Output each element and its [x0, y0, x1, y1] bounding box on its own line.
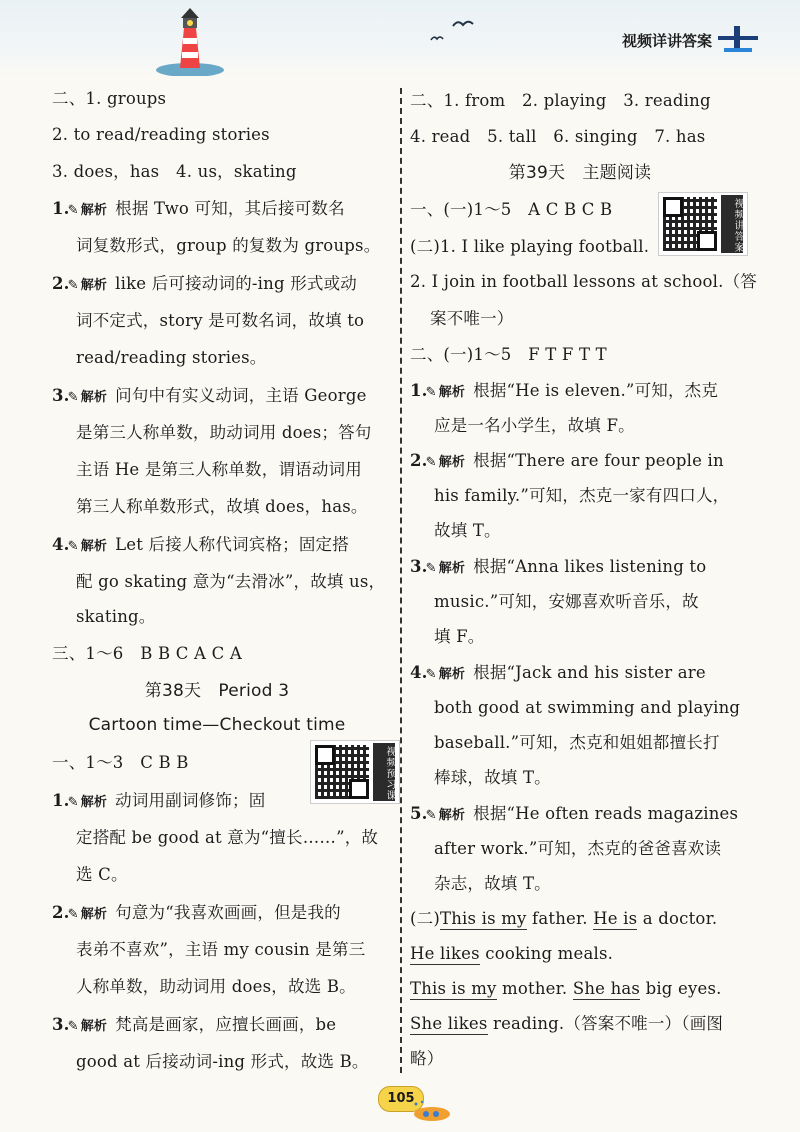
leaf-icon: ✎ [67, 907, 79, 922]
leaf-icon: ✎ [67, 795, 79, 810]
leaf-icon: ✎ [425, 385, 437, 400]
underlined-phrase: She likes [410, 1014, 488, 1033]
section-title: 第39天 主题阅读 [508, 163, 652, 183]
qr-pattern [315, 745, 369, 799]
analysis-line [410, 556, 706, 580]
submarine-icon [408, 1100, 452, 1122]
analysis-tag: 解析 [80, 390, 108, 405]
bird-icon [452, 18, 474, 30]
answer-line: 3. does，has 4. us，skating [52, 162, 297, 181]
analysis-tag: 解析 [438, 455, 466, 470]
analysis-line: 第三人称单数形式，故填 does，has。 [76, 497, 368, 516]
item-number: 4. [52, 535, 70, 554]
analysis-line: 是第三人称单数，助动词用 does；答句 [76, 423, 372, 442]
sample-writing-line [410, 943, 613, 965]
writing-text: cooking meals. [485, 944, 614, 963]
analysis-line: music.”可知，安娜喜欢听音乐，故 [434, 592, 699, 611]
analysis-text: 问句中有实义动词，主语 George [115, 386, 367, 405]
analysis-tag: 解析 [80, 795, 108, 810]
analysis-line: 故填 T。 [434, 521, 501, 540]
leaf-icon: ✎ [67, 390, 79, 405]
item-number: 2. [52, 903, 70, 922]
answer-line: 2. to read/reading stories [52, 125, 270, 144]
analysis-tag: 解析 [438, 808, 466, 823]
analysis-line [52, 198, 345, 222]
analysis-tag: 解析 [438, 667, 466, 682]
analysis-line [52, 385, 367, 409]
sample-writing-line [410, 1013, 723, 1035]
writing-text: mother. [502, 979, 568, 998]
analysis-tag: 解析 [80, 539, 108, 554]
bird-icon [430, 34, 444, 42]
analysis-line [52, 902, 341, 926]
analysis-line: 填 F。 [434, 627, 485, 646]
item-number: 4. [410, 663, 428, 682]
item-number: 2. [52, 274, 70, 293]
item-number: 2. [410, 451, 428, 470]
analysis-line: his family.”可知，杰克一家有四口人， [434, 486, 730, 505]
analysis-line: 定搭配 be good at 意为“擅长……”，故 [76, 828, 379, 847]
analysis-line: after work.”可知，杰克的爸爸喜欢读 [434, 839, 722, 858]
page-number: 105 [378, 1086, 424, 1112]
leaf-icon: ✎ [425, 561, 437, 576]
answer-line: 一、(一)1～5 A C B C B [410, 200, 613, 219]
analysis-line [410, 380, 718, 404]
underlined-phrase: He is [593, 909, 638, 928]
logo-icon [716, 24, 760, 54]
answer-line: 二、(一)1～5 F T F T T [410, 345, 607, 364]
analysis-line [52, 273, 357, 297]
analysis-line: both good at swimming and playing [434, 698, 741, 717]
qr-label: 视频讲答案 [721, 195, 743, 253]
analysis-text: like 后可接动词的-ing 形式或动 [115, 274, 357, 293]
leaf-icon: ✎ [67, 1019, 79, 1034]
writing-text: reading.（答案不唯一）（画图 [492, 1014, 724, 1033]
item-number: 1. [410, 381, 428, 400]
sub-question-label: (二) [410, 909, 440, 928]
item-number: 1. [52, 199, 70, 218]
analysis-line: 人称单数，助动词用 does，故选 B。 [76, 977, 356, 996]
answer-line: 一、1～3 C B B [52, 753, 189, 772]
analysis-tag: 解析 [80, 907, 108, 922]
analysis-line: 配 go skating 意为“去滑冰”，故填 us， [76, 572, 386, 591]
section-title: 第38天 Period 3 [144, 681, 290, 701]
analysis-text: 根据 Two 可知，其后接可数名 [115, 199, 345, 218]
answer-line: 2. I join in football lessons at school.（答 [410, 272, 757, 291]
qr-code[interactable] [658, 192, 748, 256]
analysis-line: skating。 [76, 607, 156, 626]
underlined-phrase: This is my [410, 979, 497, 998]
analysis-text: Let 后接人称代词宾格；固定搭 [115, 535, 349, 554]
leaf-icon: ✎ [67, 539, 79, 554]
leaf-icon: ✎ [425, 808, 437, 823]
answer-line: 案不唯一） [430, 309, 514, 328]
analysis-line: baseball.”可知，杰克和姐姐都擅长打 [434, 733, 720, 752]
item-number: 1. [52, 791, 70, 810]
answer-line: (二)1. I like playing football. [410, 237, 650, 256]
analysis-line: 词不定式，story 是可数名词，故填 to [76, 311, 365, 330]
analysis-line: 表弟不喜欢”，主语 my cousin 是第三 [76, 940, 366, 959]
leaf-icon: ✎ [67, 203, 79, 218]
answer-line: 二、1. from 2. playing 3. reading [410, 91, 711, 110]
analysis-text: 根据“Jack and his sister are [473, 663, 706, 682]
analysis-line: good at 后接动词-ing 形式，故选 B。 [76, 1052, 369, 1071]
analysis-tag: 解析 [80, 203, 108, 218]
lighthouse-icon [150, 4, 230, 76]
analysis-line: 选 C。 [76, 865, 128, 884]
answer-line: 二、1. groups [52, 89, 167, 108]
analysis-line: 词复数形式，group 的复数为 groups。 [76, 236, 381, 255]
analysis-line: 应是一名小学生，故填 F。 [434, 416, 635, 435]
leaf-icon: ✎ [67, 278, 79, 293]
leaf-icon: ✎ [425, 667, 437, 682]
sample-writing-line [410, 908, 717, 930]
qr-code[interactable] [310, 740, 400, 804]
underlined-phrase: This is my [439, 909, 527, 928]
analysis-text: 梵高是画家，应擅长画画，be [115, 1015, 337, 1034]
qr-pattern [663, 197, 717, 251]
analysis-line [52, 1014, 336, 1038]
qr-label: 视频预习课 [373, 743, 395, 801]
analysis-line: read/reading stories。 [76, 348, 267, 367]
analysis-tag: 解析 [438, 385, 466, 400]
analysis-text: 根据“Anna likes listening to [473, 557, 707, 576]
analysis-line [52, 790, 265, 814]
header-label: 视频详讲答案 [621, 32, 712, 50]
analysis-line [52, 534, 349, 558]
answer-line: 三、1～6 B B C A C A [52, 644, 242, 663]
underlined-phrase: She has [572, 979, 641, 998]
section-subtitle: Cartoon time—Checkout time [88, 715, 346, 735]
writing-text: big eyes. [645, 979, 722, 998]
analysis-line: 杂志，故填 T。 [434, 874, 551, 893]
sample-writing-line: 略） [410, 1049, 444, 1068]
analysis-line [410, 450, 724, 474]
analysis-line [410, 803, 738, 827]
analysis-line: 主语 He 是第三人称单数，谓语动词用 [76, 460, 362, 479]
analysis-text: 动词用副词修饰；固 [115, 791, 266, 810]
sample-writing-line [410, 978, 722, 1000]
analysis-line [410, 662, 706, 686]
analysis-tag: 解析 [438, 561, 466, 576]
column-divider [400, 88, 402, 1073]
leaf-icon: ✎ [425, 455, 437, 470]
answer-line: 4. read 5. tall 6. singing 7. has [410, 127, 706, 146]
item-number: 3. [52, 386, 70, 405]
item-number: 3. [52, 1015, 70, 1034]
analysis-line: 棒球，故填 T。 [434, 768, 551, 787]
underlined-phrase: He likes [410, 944, 480, 963]
analysis-tag: 解析 [80, 278, 108, 293]
writing-text: father. [532, 909, 588, 928]
analysis-text: 根据“There are four people in [473, 451, 724, 470]
analysis-tag: 解析 [80, 1019, 108, 1034]
analysis-text: 根据“He is eleven.”可知，杰克 [473, 381, 719, 400]
item-number: 5. [410, 804, 428, 823]
analysis-text: 句意为“我喜欢画画，但是我的 [115, 903, 341, 922]
writing-text: a doctor. [642, 909, 718, 928]
analysis-text: 根据“He often reads magazines [473, 804, 739, 823]
item-number: 3. [410, 557, 428, 576]
